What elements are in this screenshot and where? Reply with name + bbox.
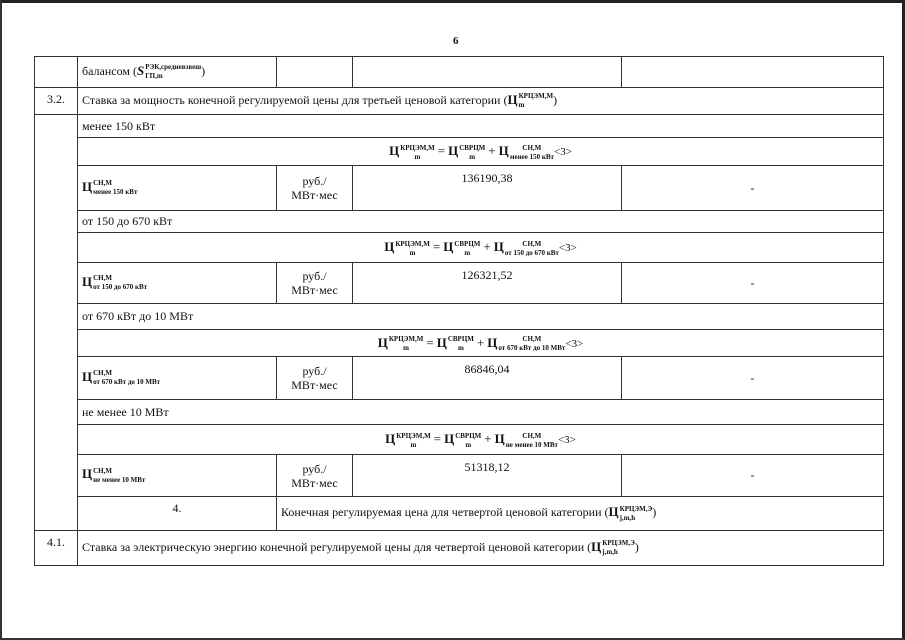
tariff-table — [34, 56, 884, 566]
unit: руб./ МВт·мес — [277, 455, 353, 497]
row-4-1-title: Ставка за электрическую энергию конечной регулируемой цены для четвертой ценовой категории (Ц КРЦЭМ,Э j,m,h ) — [78, 531, 884, 566]
value: 126321,52 — [353, 263, 622, 304]
group-label: не менее 10 МВт — [78, 400, 884, 425]
balance-label: балансом (S РЭК,средневзвеш ГП,m ) — [78, 57, 277, 88]
dash: - — [622, 263, 884, 304]
formula: Ц КРЦЭМ,М m = Ц СВРЦМ m + Ц СН,М менее 150 кВт <3> — [78, 138, 884, 166]
dash: - — [622, 357, 884, 400]
table-row-formula — [35, 330, 884, 357]
table-row-4 — [35, 497, 884, 531]
unit: руб./ МВт·мес — [277, 357, 353, 400]
unit-cell-empty — [277, 57, 353, 88]
row-3-2-title: Ставка за мощность конечной регулируемой цены для третьей ценовой категории (Ц КРЦЭМ,М m ) — [78, 88, 884, 115]
row-4-title: Конечная регулируемая цена для четвертой ценовой категории (Ц КРЦЭМ,Э j,m,h ) — [277, 497, 884, 531]
table-row-formula — [35, 138, 884, 166]
table-row-formula — [35, 233, 884, 263]
table-row-values — [35, 357, 884, 400]
table-row-4-1 — [35, 531, 884, 566]
group-label: от 150 до 670 кВт — [78, 211, 884, 233]
dash: - — [622, 166, 884, 211]
formula: Ц КРЦЭМ,М m = Ц СВРЦМ m + Ц СН,М от 150 до 670 кВт <3> — [78, 233, 884, 263]
group-label: менее 150 кВт — [78, 115, 884, 138]
formula: Ц КРЦЭМ,М m = Ц СВРЦМ m + Ц СН,М от 670 кВт до 10 МВт <3> — [78, 330, 884, 357]
row-number: 4.1. — [35, 531, 78, 566]
unit: руб./ МВт·мес — [277, 166, 353, 211]
scan-edge-left — [0, 0, 2, 640]
table-row-group-label — [35, 304, 884, 330]
value: 136190,38 — [353, 166, 622, 211]
param-symbol: Ц СН,М от 670 кВт до 10 МВт — [78, 357, 277, 400]
formula: Ц КРЦЭМ,М m = Ц СВРЦМ m + Ц СН,М не менее 10 МВт <3> — [78, 425, 884, 455]
value: 86846,04 — [353, 357, 622, 400]
row-number: 3.2. — [35, 88, 78, 115]
table-row-group-label — [35, 211, 884, 233]
row-number: 4. — [78, 497, 277, 531]
group-label: от 670 кВт до 10 МВт — [78, 304, 884, 330]
param-symbol: Ц СН,М не менее 10 МВт — [78, 455, 277, 497]
num-cell-empty — [35, 57, 78, 88]
table-row-formula — [35, 425, 884, 455]
value: 51318,12 — [353, 455, 622, 497]
page-number: 6 — [453, 35, 459, 47]
table-row-balance — [35, 57, 884, 88]
value-cell-empty — [353, 57, 622, 88]
param-symbol: Ц СН,М менее 150 кВт — [78, 166, 277, 211]
table-row-values — [35, 455, 884, 497]
table-row-values — [35, 263, 884, 304]
dash: - — [622, 455, 884, 497]
num-cell-spanning — [35, 115, 78, 531]
dash-cell-empty — [622, 57, 884, 88]
table-row-3-2 — [35, 88, 884, 115]
table-row-group-label — [35, 115, 884, 138]
scan-edge-top — [0, 0, 905, 3]
param-symbol: Ц СН,М от 150 до 670 кВт — [78, 263, 277, 304]
table-row-values — [35, 166, 884, 211]
table-row-group-label — [35, 400, 884, 425]
unit: руб./ МВт·мес — [277, 263, 353, 304]
